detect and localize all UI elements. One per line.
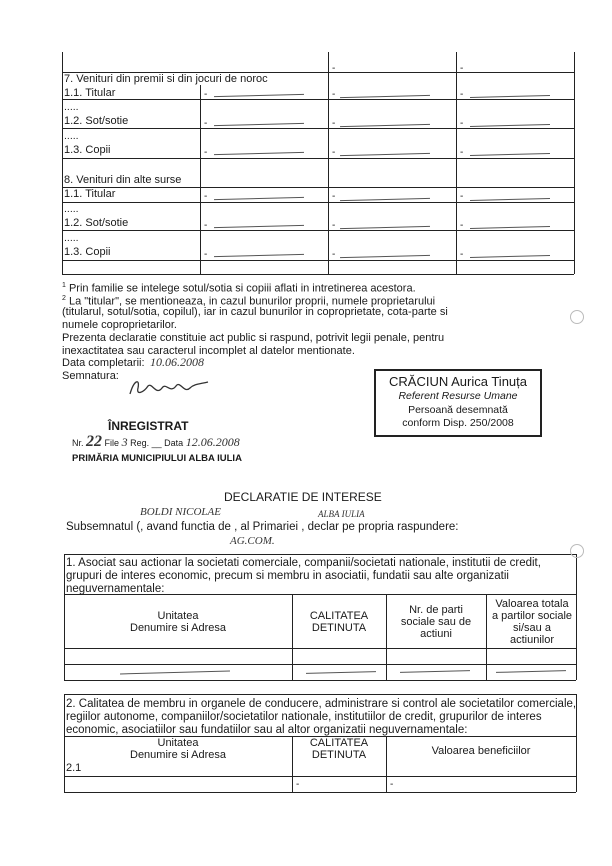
footnote-2-line: (titularul, sotul/sotia, copilul), iar in cazul bunurilor in coproprietate, cota-parte si [62,306,448,318]
header-line: sociale sau de [400,616,472,628]
header-line: CALITATEA [309,737,369,749]
column-header-value [486,598,578,646]
handwritten-strike [470,124,550,127]
section-1-heading: 1. Asociat sau actionar la societati comerciale, companii/societati nationale, institutii de credit, [66,557,541,569]
footnote-1-text: Prin familie se intelege sotul/sotia si copiii aflati in intretinerea acestora. [68,282,416,295]
empty-cell-dash: - [332,249,336,260]
declarant-function: AG.COM. [230,535,275,547]
row-label-copii: 1.3. Copii [64,144,111,156]
empty-cell-dash: - [460,63,464,74]
section-8-heading: 8. Venituri din alte surse [64,174,182,186]
empty-cell-dash: - [332,89,336,100]
signature-label: Semnatura: [62,370,119,382]
header-line: a partilor sociale [491,610,573,622]
empty-cell-dash: - [460,147,464,158]
declarant-city: ALBA IULIA [318,509,365,519]
section-2-heading: regiilor autonome, companiilor/societatilor nationale, institutiilor de credit, grupurilor de interes [66,711,542,723]
empty-cell-dash: - [390,779,394,790]
handwritten-strike [340,198,430,201]
handwritten-strike [470,226,550,229]
signature-image [124,372,214,402]
header-line: Denumire si Adresa [130,749,226,761]
empty-cell-dash: - [204,89,208,100]
empty-cell-dash: - [460,249,464,260]
empty-cell-dash: - [460,118,464,129]
column-header-unit [64,737,292,761]
empty-cell-dash: - [204,191,208,202]
header-line: Nr. de parti [409,604,463,616]
handwritten-strike [214,225,304,228]
empty-cell-dash: - [296,779,300,790]
column-header-quality [292,610,386,634]
empty-cell-dash: - [204,118,208,129]
stamp-line: Persoană desemnată [408,404,508,416]
binder-hole [570,310,584,324]
handwritten-strike [470,255,550,258]
registration-title: ÎNREGISTRAT [108,419,189,433]
declaration-sentence: Subsemnatul (, avand functia de , al Primariei , declar pe propria raspundere: [66,521,459,533]
registration-data-value: 12.06.2008 [185,435,240,449]
handwritten-strike [340,153,430,156]
registration-data-label: Data [164,438,184,448]
empty-cell-dash: - [460,191,464,202]
footnote-1-mark: 1 [62,282,66,289]
column-header-shares [386,604,486,640]
row-number: 2.1 [66,762,82,774]
header-line: CALITATEA [309,610,369,622]
header-line: Denumire si Adresa [130,622,226,634]
handwritten-strike [214,152,304,155]
row-label-titular: 1.1. Titular [64,87,116,99]
handwritten-strike [340,226,430,229]
stamp-line: conform Disp. 250/2008 [402,417,514,429]
empty-cell-dash: - [204,249,208,260]
header-line: actiunilor [509,634,555,646]
row-dots: ..... [64,203,79,215]
stamp-name: CRĂCIUN Aurica Tinuța [389,374,527,389]
row-dots: ..... [64,232,79,244]
handwritten-strike [340,255,430,258]
empty-cell-dash: - [332,118,336,129]
handwritten-strike [214,94,304,97]
header-line: Unitatea [157,610,199,622]
header-line: DETINUTA [311,622,367,634]
empty-cell-dash: - [204,220,208,231]
handwritten-strike [120,671,230,675]
stamp-role: Referent Resurse Umane [398,390,518,402]
registration-nr-label: Nr. [72,438,84,448]
registration-nr-value: 22 [86,433,103,450]
empty-cell-dash: - [332,191,336,202]
header-line: Valoarea totala [495,598,569,610]
date-value: 10.06.2008 [150,355,204,369]
section-2-heading: economic, asociatiilor sau fundatiilor sau al altor organizatii neguvernamentale: [66,724,468,736]
handwritten-strike [214,197,304,200]
empty-cell-dash: - [332,220,336,231]
header-line: actiuni [420,628,452,640]
row-dots: ..... [64,101,79,113]
section-1-heading: grupuri de interes economic, precum si membru in asociatii, fundatii sau alte organizatii [66,570,509,582]
header-line: DETINUTA [311,749,367,761]
empty-cell-dash: - [204,147,208,158]
empty-cell-dash: - [332,147,336,158]
row-dots: ..... [64,130,79,142]
registration-line: Nr. 22 File 3 Reg. __ Data 12.06.2008 [72,433,240,450]
handwritten-strike [214,254,304,257]
handwritten-strike [306,671,376,674]
handwritten-strike [470,153,550,156]
legal-statement: Prezenta declaratie constituie act public si raspund, potrivit legii penale, pentru [62,332,445,344]
date-label: Data completarii: [62,357,145,369]
empty-cell-dash: - [460,220,464,231]
legal-statement: inexactitatea sau caracterul incomplet al datelor mentionate. [62,345,355,357]
handwritten-strike [470,198,550,201]
registration-file-value: 3 [121,435,128,449]
official-stamp [374,369,542,437]
row-label-sot: 1.2. Sot/sotie [64,115,129,127]
row-label-sot: 1.2. Sot/sotie [64,217,129,229]
column-header-quality [292,737,386,761]
empty-cell-dash: - [332,63,336,74]
row-label-titular: 1.1. Titular [64,188,116,200]
row-label-copii: 1.3. Copii [64,246,111,258]
handwritten-strike [496,670,566,673]
registration-reg-label: Reg. [130,438,150,448]
declaration-title: DECLARATIE DE INTERESE [224,490,382,504]
handwritten-strike [214,123,304,126]
section-1-heading: neguvernamentale: [66,583,165,595]
header-line: Unitatea [157,737,199,749]
footnote-2-line: numele coproprietarilor. [62,319,177,331]
registration-institution: PRIMĂRIA MUNICIPIULUI ALBA IULIA [72,453,242,464]
section-2-heading: 2. Calitatea de membru in organele de conducere, administrare si control ale societatilor comerciale, [66,698,577,710]
registration-file-label: File [104,438,120,448]
section-7-heading: 7. Venituri din premii si din jocuri de noroc [64,73,268,85]
binder-hole [570,544,584,558]
handwritten-strike [400,670,470,673]
column-header-unit [64,610,292,634]
handwritten-strike [340,124,430,127]
declarant-name: BOLDI NICOLAE [140,506,221,518]
column-header-benefits: Valoarea beneficiilor [431,745,531,757]
header-line: si/sau a [513,622,551,634]
footnote-2-mark: 2 [62,295,66,302]
footnote-2-text: La "titular", se mentioneaza, in cazul bunurilor proprii, numele proprietarului [68,295,436,308]
handwritten-strike [340,95,430,98]
handwritten-strike [470,95,550,98]
empty-cell-dash: - [460,89,464,100]
